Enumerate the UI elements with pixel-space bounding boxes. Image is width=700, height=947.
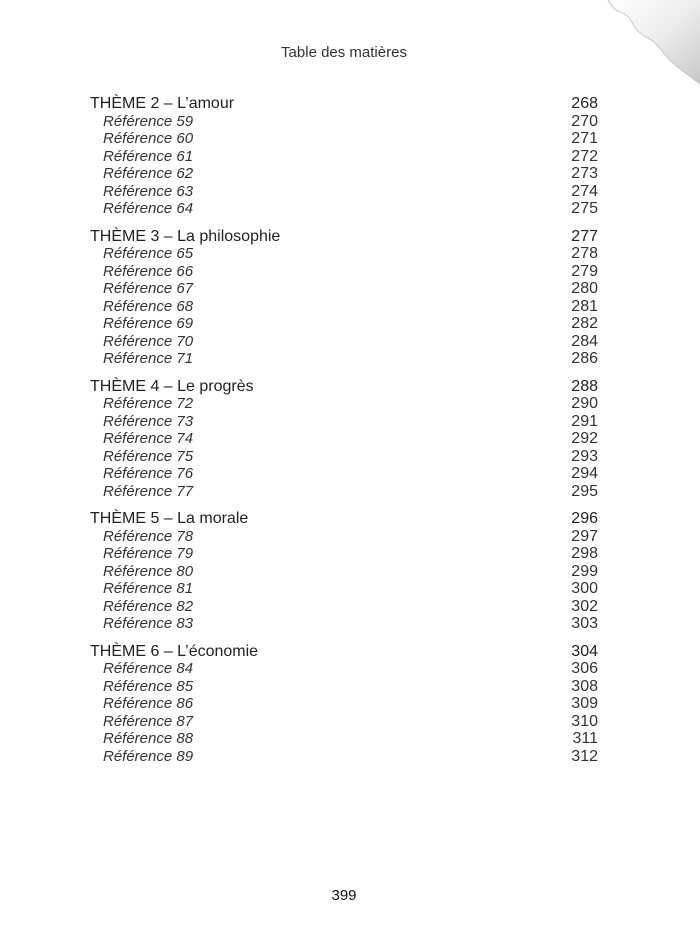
reference-entry-row[interactable]: [90, 333, 598, 351]
reference-label: Référence 77: [103, 482, 194, 500]
theme-title: THÈME 2 – L’amour: [90, 95, 235, 112]
theme-page-number: 288: [571, 377, 598, 395]
reference-page-number: 294: [571, 465, 598, 482]
reference-page-number: 295: [571, 482, 598, 500]
reference-entry-row[interactable]: [90, 615, 598, 633]
running-head: Table des matières: [281, 44, 407, 61]
reference-entry-row[interactable]: [90, 483, 598, 501]
reference-label: Référence 59: [103, 112, 194, 130]
reference-page-number: 274: [571, 182, 598, 200]
reference-page-number: 271: [571, 130, 598, 147]
reference-page-number: 284: [571, 332, 598, 350]
reference-label: Référence 81: [103, 580, 194, 597]
reference-page-number: 281: [571, 297, 598, 315]
reference-page-number: 275: [571, 200, 598, 217]
reference-entry-row[interactable]: [90, 430, 598, 448]
reference-page-number: 302: [571, 597, 598, 615]
reference-page-number: 311: [572, 730, 598, 747]
reference-entry-row[interactable]: [90, 528, 598, 546]
reference-label: Référence 67: [103, 280, 194, 297]
reference-entry-row[interactable]: [90, 148, 598, 166]
theme-title: THÈME 3 – La philosophie: [90, 227, 281, 245]
reference-label: Référence 82: [103, 597, 194, 615]
reference-label: Référence 85: [103, 677, 194, 695]
reference-page-number: 293: [571, 447, 598, 465]
reference-label: Référence 64: [103, 200, 194, 217]
reference-page-number: 278: [571, 245, 598, 262]
theme-title: THÈME 5 – La morale: [90, 510, 249, 527]
reference-entry-row[interactable]: [90, 413, 598, 431]
theme-section: [90, 228, 598, 368]
page-number: 399: [331, 887, 357, 904]
reference-page-number: 290: [571, 395, 598, 412]
reference-label: Référence 70: [103, 332, 194, 350]
reference-page-number: 303: [571, 615, 598, 632]
reference-label: Référence 69: [103, 315, 194, 332]
reference-label: Référence 68: [103, 297, 194, 315]
reference-page-number: 298: [571, 545, 598, 562]
reference-page-number: 280: [571, 280, 598, 297]
reference-label: Référence 79: [103, 545, 194, 562]
reference-label: Référence 84: [103, 660, 194, 677]
reference-label: Référence 65: [103, 245, 194, 262]
reference-label: Référence 62: [103, 165, 194, 182]
reference-entry-row[interactable]: [90, 730, 598, 748]
reference-entry-row[interactable]: [90, 695, 598, 713]
theme-section: [90, 643, 598, 766]
reference-entry-row[interactable]: [90, 200, 598, 218]
reference-entry-row[interactable]: [90, 713, 598, 731]
theme-page-number: 277: [571, 227, 598, 245]
reference-label: Référence 75: [103, 447, 194, 465]
reference-label: Référence 73: [103, 412, 194, 430]
reference-label: Référence 74: [103, 430, 194, 447]
reference-label: Référence 61: [103, 147, 194, 165]
reference-entry-row[interactable]: [90, 598, 598, 616]
reference-entry-row[interactable]: [90, 245, 598, 263]
reference-page-number: 312: [571, 747, 598, 765]
reference-label: Référence 87: [103, 712, 194, 730]
theme-section: [90, 378, 598, 501]
reference-entry-row[interactable]: [90, 298, 598, 316]
theme-page-number: 268: [571, 95, 598, 112]
reference-entry-row[interactable]: [90, 165, 598, 183]
reference-entry-row[interactable]: [90, 395, 598, 413]
reference-page-number: 291: [571, 412, 598, 430]
reference-entry-row[interactable]: [90, 130, 598, 148]
reference-page-number: 282: [571, 315, 598, 332]
theme-heading-row[interactable]: [90, 378, 598, 396]
theme-heading-row[interactable]: [90, 643, 598, 661]
theme-title: THÈME 4 – Le progrès: [90, 377, 254, 395]
reference-page-number: 272: [571, 147, 598, 165]
table-of-contents: [90, 95, 598, 775]
theme-heading-row[interactable]: [90, 95, 598, 113]
reference-label: Référence 60: [103, 130, 194, 147]
reference-label: Référence 72: [103, 395, 194, 412]
reference-page-number: 292: [571, 430, 598, 447]
theme-section: [90, 510, 598, 633]
reference-label: Référence 66: [103, 262, 194, 280]
reference-page-number: 279: [571, 262, 598, 280]
reference-page-number: 299: [571, 562, 598, 580]
theme-page-number: 304: [571, 642, 598, 660]
reference-page-number: 309: [571, 695, 598, 712]
theme-heading-row[interactable]: [90, 228, 598, 246]
reference-entry-row[interactable]: [90, 580, 598, 598]
reference-entry-row[interactable]: [90, 113, 598, 131]
theme-page-number: 296: [571, 510, 598, 527]
reference-label: Référence 78: [103, 527, 194, 545]
reference-page-number: 306: [571, 660, 598, 677]
reference-entry-row[interactable]: [90, 350, 598, 368]
reference-page-number: 286: [571, 350, 598, 367]
reference-label: Référence 71: [103, 350, 194, 367]
reference-label: Référence 86: [103, 695, 194, 712]
reference-entry-row[interactable]: [90, 263, 598, 281]
reference-entry-row[interactable]: [90, 183, 598, 201]
reference-entry-row[interactable]: [90, 465, 598, 483]
reference-label: Référence 80: [103, 562, 194, 580]
reference-page-number: 308: [571, 677, 598, 695]
reference-page-number: 310: [571, 712, 598, 730]
reference-entry-row[interactable]: [90, 315, 598, 333]
reference-label: Référence 83: [103, 615, 194, 632]
reference-label: Référence 76: [103, 465, 194, 482]
reference-entry-row[interactable]: [90, 448, 598, 466]
theme-title: THÈME 6 – L’économie: [90, 642, 259, 660]
reference-label: Référence 89: [103, 747, 194, 765]
reference-entry-row[interactable]: [90, 660, 598, 678]
theme-heading-row[interactable]: [90, 510, 598, 528]
reference-label: Référence 88: [103, 730, 194, 747]
reference-page-number: 300: [571, 580, 598, 597]
reference-entry-row[interactable]: [90, 563, 598, 581]
theme-section: [90, 95, 598, 218]
reference-entry-row[interactable]: [90, 545, 598, 563]
reference-page-number: 273: [571, 165, 598, 182]
reference-entry-row[interactable]: [90, 678, 598, 696]
reference-label: Référence 63: [103, 182, 194, 200]
reference-entry-row[interactable]: [90, 748, 598, 766]
reference-page-number: 270: [571, 112, 598, 130]
reference-entry-row[interactable]: [90, 280, 598, 298]
reference-page-number: 297: [571, 527, 598, 545]
